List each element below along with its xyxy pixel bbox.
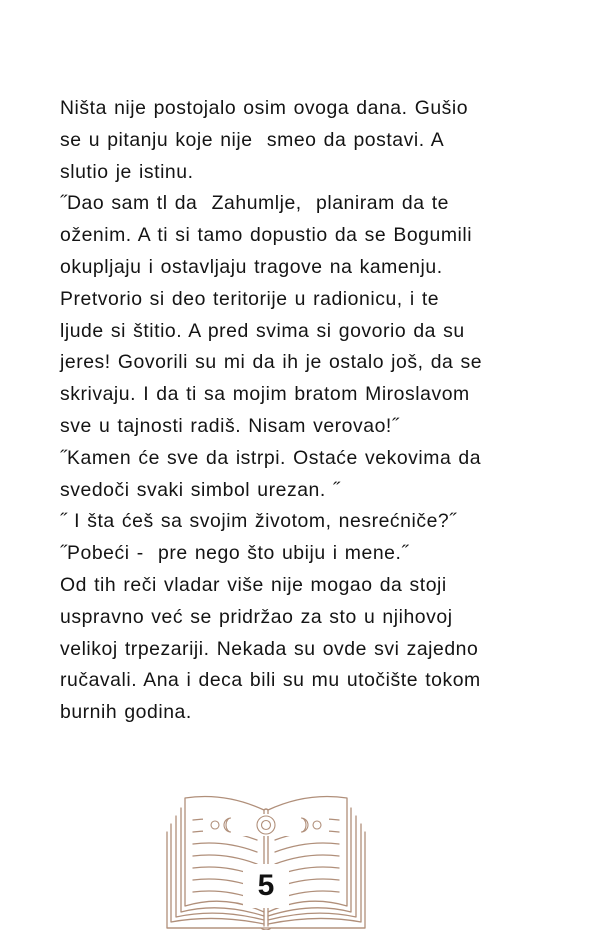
- text-line: jeres! Govorili su mi da ih je ostalo još, da se: [60, 351, 483, 374]
- text-line: oženim. A ti si tamo dopustio da se Bogumili: [60, 224, 473, 247]
- text-line: ljude si štitio. A pred svima si govorio da su: [60, 319, 465, 342]
- open-book-icon: [165, 790, 367, 930]
- text-line: okupljaju i ostavljaju tragove na kamenju.: [60, 255, 443, 278]
- text-line: se u pitanju koje nije smeo da postavi. A: [60, 128, 445, 151]
- text-line: uspravno već se pridržao za sto u njihovoj: [60, 605, 453, 628]
- text-line: velikoj trpezariji. Nekada su ovde svi zajedno: [60, 637, 479, 660]
- text-line: Od tih reči vladar više nije mogao da stoji: [60, 573, 447, 596]
- text-line: slutio je istinu.: [60, 160, 194, 183]
- text-line: Ništa nije postojalo osim ovoga dana. Gušio: [60, 97, 469, 119]
- text-line: svedoči svaki simbol urezan. ˝: [60, 478, 340, 501]
- text-line: ˝Dao sam tl da Zahumlje, planiram da te: [60, 192, 449, 215]
- text-line: ˝Kamen će sve da istrpi. Ostaće vekovima da: [60, 446, 482, 469]
- text-line: sve u tajnosti radiš. Nisam verovao!˝: [60, 414, 399, 437]
- page-number: 5: [257, 869, 275, 902]
- body-text: [60, 93, 560, 729]
- text-line: ˝Pobeći - pre nego što ubiju i mene.˝: [60, 542, 409, 565]
- text-line: burnih godina.: [60, 701, 192, 724]
- text-line: Pretvorio si deo teritorije u radionicu, i te: [60, 287, 440, 310]
- text-line: skrivaju. I da ti sa mojim bratom Miroslavom: [60, 383, 470, 406]
- text-line: ručavali. Ana i deca bili su mu utočište tokom: [60, 669, 481, 692]
- text-line: ˝ I šta ćeš sa svojim životom, nesrećniče?˝: [60, 510, 457, 533]
